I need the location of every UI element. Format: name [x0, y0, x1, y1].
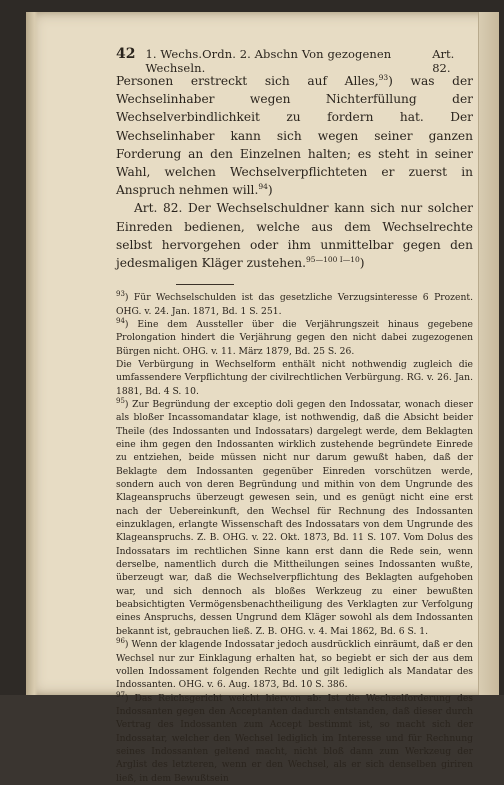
footnote-mark: 94	[116, 316, 125, 325]
running-header	[116, 46, 473, 75]
footnote-text: ) Eine dem Aussteller über die Verjährungszeit hinaus gegebene Prolongation hindert die Verjährung gegen den nicht dabei zugezogenen Bürgen nicht. OHG. v. 11. März 1879, Bd. 25 S. 26.	[116, 318, 473, 357]
footnote-94-continued	[116, 358, 473, 398]
page-text	[116, 46, 473, 785]
footnote-text: ) Wenn der klagende Indossatar jedoch ausdrücklich einräumt, daß er den Wechsel nur zur Einklagung erhalten hat, so begiebt er sich der aus dem vollen Indossament folgenden Rechte und gilt lediglich als Mandatar des Indossanten. OHG. v. 6. Aug. 1873, Bd. 10 S. 386.	[116, 639, 473, 691]
footnote-text: Die Verbürgung in Wechselform enthält nicht nothwendig zugleich die umfassendere Verpflichtung der civilrechtlichen Verbürgung. RG. v. 26. Jan. 1881, Bd. 4 S. 10.	[116, 358, 473, 397]
footnote-96	[116, 638, 473, 691]
p1-start: Personen erstreckt sich auf Alles,	[116, 74, 379, 88]
p2-close: )	[359, 256, 365, 271]
page-edge	[478, 12, 499, 695]
footnote-text: ) Das Reichsgericht weicht hiervon ab: Ist die Wechselforderung des Indossanten gegen den Acceptanten dadurch entstanden, daß dieser durch Vertrag des Indossanten zum Accept bestimmt ist, so macht sich der Indossatar, welcher den Wechsel lediglich im Interesse und für Rechnung seines Indossanten geltend macht, nicht bloß dann zum Werkzeug der Arglist des letzteren, wenn er den Wechsel, als er sich denselben giriren ließ, in dem Bewußtsein	[116, 692, 473, 784]
paragraph-1	[116, 72, 473, 199]
footnote-mark: 96	[116, 637, 125, 646]
footnote-mark: 95	[116, 396, 125, 405]
footnote-97	[116, 692, 473, 785]
article-reference: Art. 82.	[432, 47, 455, 75]
running-title: 1. Wechs.Ordn. 2. Abschn Von gezogenen Wechseln.	[145, 47, 392, 75]
footnote-95	[116, 398, 473, 638]
main-text	[116, 72, 473, 272]
p1-end: ) was der Wechselinhaber wegen Nichterfüllung der Wechselverbindlichkeit zu fordern hat. Der Wechselinhaber kann sich wegen seiner ganzen Forderung an den Einzelnen halten; es steht in seiner Wahl, welchen Wechselverpflichteten er zuerst in Anspruch nehmen will.	[116, 74, 473, 198]
footnote-ref-94: 94	[258, 182, 268, 192]
page-number: 42	[116, 46, 136, 62]
footnotes	[116, 291, 473, 785]
footnote-94	[116, 318, 473, 358]
footnote-text: ) Für Wechselschulden ist das gesetzliche Verzugsinteresse 6 Prozent. OHG. v. 24. Jan. 1871, Bd. 1 S. 251.	[116, 292, 473, 317]
footnote-separator	[176, 284, 234, 285]
footnote-93	[116, 291, 473, 318]
footnote-mark: 97	[116, 690, 125, 699]
footnote-text: ) Zur Begründung der exceptio doli gegen den Indossatar, wonach dieser als bloßer Incassomandatar klage, ist nothwendig, daß die Absicht beider Theile (des Indossanten und Indossatars) dargelegt werde, dem Beklagten eine ihm gegen den Indossanten wirklich zustehende begründete Einrede zu entziehen, beide müssen nicht nur darum gewußt haben, daß der Beklagte dem Indossanten gegenüber Einreden vorschützen werde, sondern auch von deren Begründung und mithin von dem Ungrunde des Klageanspruchs überzeugt gewesen sein, und es genügt nicht eine erst nach der Uebereinkunft, den Wechsel für Rechnung des Indossanten einzuklagen, erlangte Wissenschaft des Indossatars von dem Ungrunde des Klageanspruchs. Z. B. OHG. v. 22. Okt. 1873, Bd. 11 S. 107. Vom Dolus des Indossatars im rechtlichen Sinne kann erst dann die Rede sein, wenn derselbe, namentlich durch die Mittheilungen seines Indossanten wußte, überzeugt war, daß die Wechselverpflichtung des Beklagten aufgehoben war, und sich dennoch als bloßes Werkzeug zu einer bewußten beabsichtigten Vermögensbenachtheiligung des Verklagten zur Verfolgung eines Anspruchs, dessen Ungrund dem Kläger sowohl als dem Indossanten bekannt ist, gebrauchen ließ. Z. B. OHG. v. 4. Mai 1862, Bd. 6 S. 1.	[116, 398, 473, 637]
footnote-mark: 93	[116, 290, 125, 299]
page-gutter-shadow	[26, 12, 38, 695]
footnote-ref-93: 93	[378, 72, 389, 82]
p2-text: Art. 82. Der Wechselschuldner kann sich nur solcher Einreden bedienen, welche aus dem Wechselrechte selbst hervorgehen oder ihm unmittelbar gegen den jedesmaligen Kläger zustehen.	[116, 201, 473, 271]
p1-close: )	[267, 183, 273, 198]
footnote-ref-95-100: 95—100 I—10	[306, 254, 360, 264]
paragraph-article-82	[116, 199, 473, 272]
